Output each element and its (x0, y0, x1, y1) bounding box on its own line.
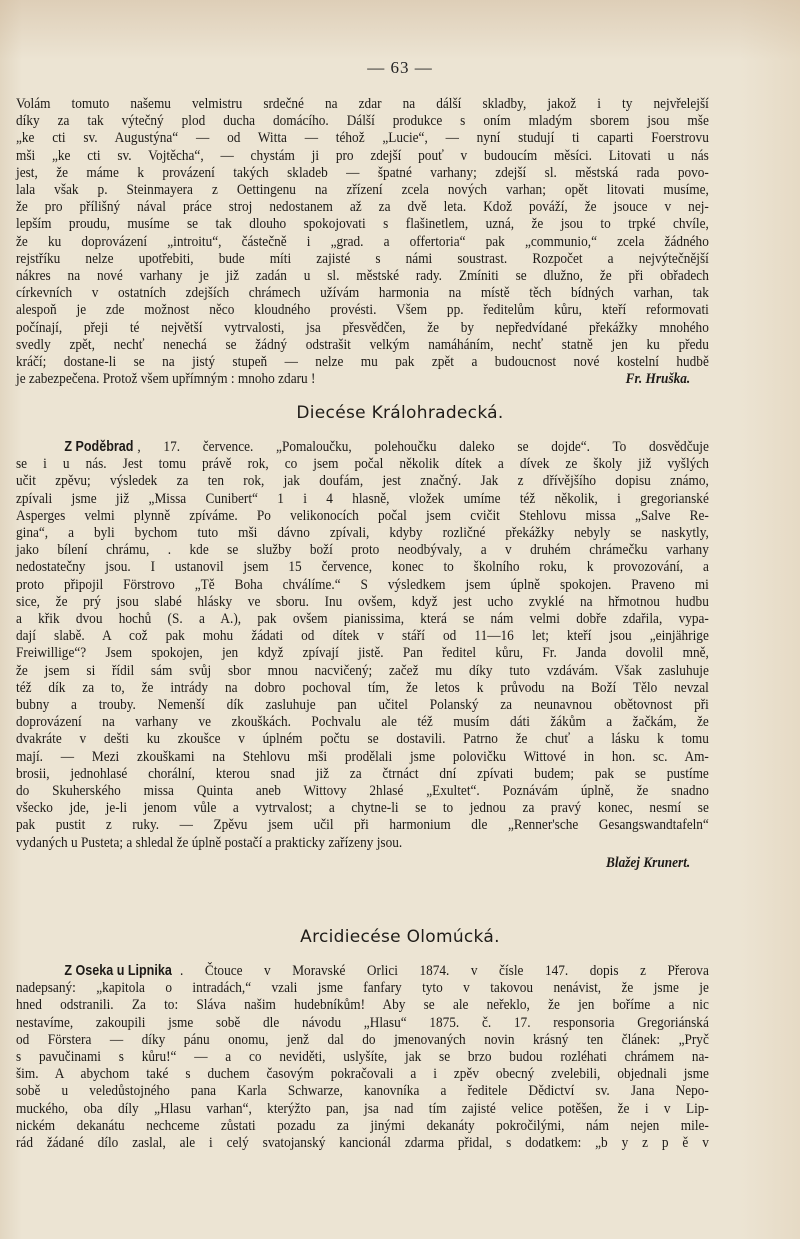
text-line: všecko jde, je-li jenom vůle a vytrvalost; a chytne-li se to jednou za pravý konec, nesmí se (16, 800, 709, 817)
text-line: gina“, a byli bychom tuto mši dávno zpívali, kdyby rozličné překážky nebyly se naskytly, (16, 525, 709, 542)
dateline-place: Z Poděbrad (64, 438, 134, 455)
dateline-place: Z Oseka u Lipnika (64, 962, 172, 979)
text-line: díky za tak výtečný plod ducha domácího. Dálší produkce s oním mladým sborem jsou mše (16, 113, 709, 130)
text-line: mají. — Mezi zkouškami na Stehlovu mši prodělali jsme polovičku Wittové in hon. sc. Am- (16, 748, 709, 765)
text-line: proto připojil Förstrovo „Tě Boha chválíme.“ S výsledkem jsem úplně spokojen. Praveno mi (16, 576, 709, 593)
text-line: dají slabě. A což pak mohu žádati od dítek v stáří od 11—16 let; kteří jsou „einjährige (16, 628, 709, 645)
article-2-body (16, 438, 730, 872)
text-line: jako bílení chrámu, . kde se služby boží proto neodbývaly, a v druhém chrámečku varhany (16, 542, 709, 559)
text-line: církevních v ostatních zdejších chrámech užívám harmonia na místě těch bídných varhan, tak (16, 285, 709, 302)
text-line: Volám tomuto našemu velmistru srdečné na zdar na dálší skladby, jakož i ty nejvřelejší (16, 96, 709, 112)
author-signature: Blažej Krunert. (606, 854, 691, 871)
text-line-last: je zabezpečena. Protož všem upřímným : mnoho zdaru ! Fr. Hruška. (16, 371, 709, 388)
text-line: sice, že prý jsou slabé hlásky ve sboru. Inu ovšem, když jest ucho zvyklé na hřmotnou hudbu (16, 593, 709, 610)
text-line-last: vydaných u Pusteta; a shledal že úplně postačí a prakticky zařízeny jsou. (16, 834, 403, 851)
text-line: doprovázení na varhany ve zkouškách. Pochvalu ale též musím dáti žákům a žačkám, že (16, 714, 709, 731)
text-line: bubny a trouby. Nemenší dík zasluhuje pan učitel Polanský za neunavnou obětovnost při (16, 697, 709, 714)
text-line: se i u nás. Jest tomu právě rok, co jsem počal několik dítek a dívek ze školy již vyšlých (16, 456, 709, 473)
text-line: brosii, jednohlasé chorální, kterou snad již za čtrnáct dní zpívati budem; pak se pustíme (16, 765, 709, 782)
text-line: rád žádané dílo zaslal, ale i celý svatojanský kancionál zdarma přidal, s dodatkem: „b y z p ě v (16, 1135, 709, 1152)
section-heading-olomucka: Arcidiecése Olomúcká. (300, 927, 500, 947)
text-line: alespoň je zde možnost něco kloudného provésti. Všem pp. ředitelům kůru, kteří reformovati (16, 302, 709, 319)
page-number: — 63 — (367, 58, 433, 77)
section-heading-kralohradecka: Diecése Králohradecká. (296, 403, 504, 423)
text-line: „ke cti sv. Augustýna“ — od Witta — téhož „Lucie“, — nyní studují ti caparti Foerstrovu (16, 130, 709, 147)
article-1-body (16, 96, 730, 388)
text-line: počínají, přeji té největší vytrvalosti, jsa přesvědčen, že by nepředvídané překážky mnohého (16, 319, 709, 336)
text-line: od Förstera — díky pánu onomu, jenž dal do jmenovaných novin krásný ten článek: „Pryč (16, 1031, 709, 1048)
text-line: nestavíme, zakoupili jsme sobě dle návodu „Hlasu“ 1875. č. 17. responsoria Gregoriánská (16, 1014, 709, 1031)
text-line: nadepsaný: „kapitola o intradách,“ vzali jsme fanfary tyto v takovou nenávist, že jsme je (16, 980, 709, 997)
author-signature: Fr. Hruška. (625, 371, 691, 388)
text-line: též dík za to, že intrády na dobro pochoval tím, že letos k průvodu na Boží Tělo nevzal (16, 679, 709, 696)
text-line: hned odstranili. Za to: Sláva našim hudebníkům! Aby se ale neřeklo, že jen boříme a nic (16, 997, 709, 1014)
text-line: rejstříku nelze upotřebiti, bude míti zajisté s námi soustrast. Rozpočet a nejvýtečnější (16, 250, 709, 267)
text-line: že jsem si řídil sám svůj sbor mnou nacvičený; začež mu díky tuto vzdávám. Však zasluhuje (16, 662, 709, 679)
text-line: lepším proudu, musíme se tak dlouho spokojovati s flašinetlem, uzná, že jsou to trpké chvíle, (16, 216, 709, 233)
dateline-rest: , 17. července. „Pomaloučku, polehoučku daleko se dojde“. To dosvědčuje (137, 439, 709, 455)
text-line: učit zpěvu; výsledek za ten rok, jak doufám, jest značný. Jak z dřívějšího dopisu známo, (16, 473, 709, 490)
text-line: Asperges velmi plynně zpíváme. Po velikonocích počal jsem cvičit Stehlovu missa „Salve Re- (16, 507, 709, 524)
text-line: jest, že máme k provázení takých skladeb — špatné varhany; zdejší sl. městská rada povo- (16, 164, 709, 181)
text-line-first (16, 962, 709, 980)
text-line: mši „ke cti sv. Vojtěcha“, — chystám ji pro zdejší pouť v budoucím měsíci. Litovati u nás (16, 147, 709, 164)
text-line: Freiwillige“? Jsem spokojen, jen když zpívají jistě. Pan ředitel kůru, Fr. Janda dovolil mně, (16, 645, 709, 662)
text-line: zpívali jsme již „Missa Cunibert“ 1 i 4 hlasně, vložek umíme též několik, i gregorianské (16, 490, 709, 507)
text-line: s pavučinami s kůru!“ — a co neviděti, uslyšíte, jak se brzo budou rozléhati chrámem na- (16, 1049, 709, 1066)
text-line: sobě u veledůstojného pana Karla Schwarze, kanovníka a ředitele Dědictví sv. Jana Nepo- (16, 1083, 709, 1100)
text-line: kráčí; dostane-li se na jistý stupeň — nelze mu pak zpět a budoucnost nové kostelní hudbě (16, 354, 709, 371)
text-line: do Skuherského missa Quinta aneb Wittovy 2hlasé „Exultet“. Poznávám úplně, že snadno (16, 783, 709, 800)
text-line: nákres na nové varhany je již zadán u sl. městské rady. Zmíniti se dlužno, že při obřadech (16, 268, 709, 285)
text-line: svedly zpět, nechť nenechá se žádný odstrašit velkým namáháním, nechť statně jen ku předu (16, 336, 709, 353)
text-line: nedostatečny jsou. I ustanovil jsem 15 července, konec to školního roku, k provozování, a (16, 559, 709, 576)
text-line: muckého, oba díly „Hlasu varhan“, kterýžto pan, jsa nad tím zajisté velice potěšen, že i v Lip- (16, 1100, 709, 1117)
text-line: že ku doprovázení „introitu“, částečně i „grad. a offertoria“ pak „communio,“ zcela žádného (16, 233, 709, 250)
text-line: dvakráte v dešti ku zkoušce v úplném počtu se dostavili. Patrno že chuť a lásku k tomu (16, 731, 709, 748)
text-line-first (16, 438, 709, 456)
text-line: pak pustit z ruky. — Zpěvu jsem učil při harmonium dle „Renner'sche Gesangswandtafeln“ (16, 817, 709, 834)
dateline-rest: . Čtouce v Moravské Orlici 1874. v čísle 147. dopis z Přerova (180, 963, 709, 979)
article-3-body (16, 962, 730, 1152)
text-line: že pro přílišný nával práce stroj nedostanem až za dvě leta. Kdož pováží, že jsouce v nej- (16, 199, 709, 216)
text-line: nickém dekanátu nechceme zůstati pozadu za jinými dekanáty pokročilými, nám nejen mile- (16, 1117, 709, 1134)
text-line: šim. A abychom také s duchem časovým pokračovali a i zpěv obecný zvelebili, objednali jsme (16, 1066, 709, 1083)
text-line: lala však p. Steinmayera z Oettingenu na zřízení zcela nových varhan; opět litovati musíme, (16, 182, 709, 199)
text-line: a křik dvou hochů (S. a A.), pak ovšem pianissima, která se nám velmi dobře zdařila, vypa- (16, 611, 709, 628)
